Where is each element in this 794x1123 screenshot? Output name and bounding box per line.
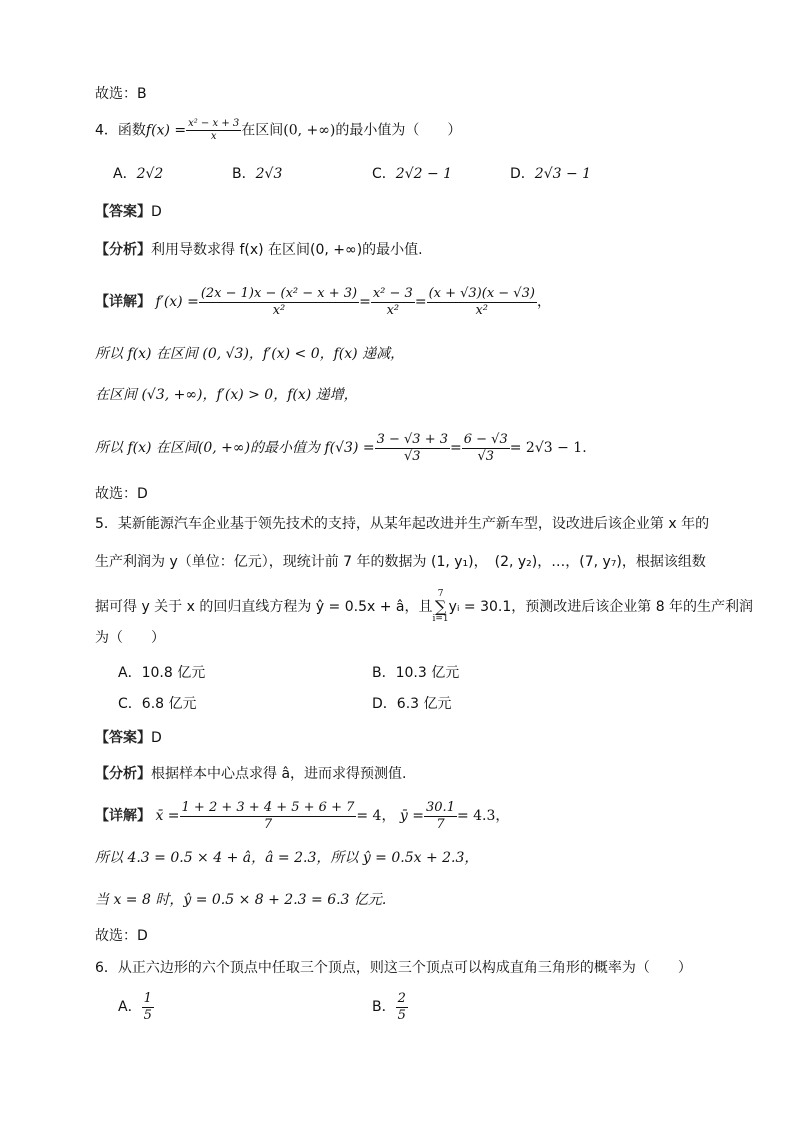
option-value: 10.8 亿元 [141,665,206,681]
q5-intercept-line: 所以 4.3 = 0.5 × 4 + â，â = 2.3，所以 ŷ = 0.5x + 2.3， [95,850,479,866]
q5-line1: 5．某新能源汽车企业基于领先技术的支持，从某年起改进并生产新车型，设改进后该企业第 x 年的 [95,516,710,532]
frac-num: 1 + 2 + 3 + 4 + 5 + 6 + 7 [181,799,355,815]
q5-option-b [372,663,459,683]
option-value: 6.8 亿元 [141,696,197,712]
detail-tag: 【详解】 [95,294,151,310]
q4-choose: 故选：D [95,486,148,502]
q4-interval: (0, +∞) [283,122,336,139]
q4-detail-lhs: f′(x) = [155,294,199,310]
frac-den: x² [371,302,415,319]
option-value: 10.3 亿元 [395,665,460,681]
frac-num: 3 − √3 + 3 [376,431,449,447]
answer-value: D [151,204,162,220]
analysis-text: 根据样本中心点求得 â，进而求得预测值. [151,766,407,782]
option-letter: C． [372,166,396,182]
q4-stem-mid: 在区间 [241,122,284,139]
q6-option-a [118,990,154,1024]
frac-num: 1 [143,990,152,1006]
frac-den: 5 [397,1007,406,1023]
answer-value: D [151,730,162,746]
q5-option-a [118,663,205,683]
option-value: 2√3 − 1 [534,166,592,182]
sum-top: 7 [437,589,444,599]
q4-minimum: 所以 f(x) 在区间(0, +∞)的最小值为 f(√3) = $\frac{3 - √3 + 3}{√3}$ = $\frac{6 - √3}{√3}$ = 2√3 − 1. [95,431,587,464]
frac-num: (2x − 1)x − (x² − x + 3) [200,285,358,301]
q5-line4: 为（ ） [95,630,165,646]
option-value: 6.3 亿元 [396,696,452,712]
q6-stem: 6．从正六边形的六个顶点中任取三个顶点，则这三个顶点可以构成直角三角形的概率为（ ） [95,960,692,976]
q4-detail: 【详解】 f′(x) = $\frac{\text{(2x − 1)x − (x² − x + 3)}}{\text{x²}}$ = $\frac{\text{x² − 3}}{\text{x²}}$ = $\frac{(x + √3)(x - √3)}{\text{x²}}$ ， [95,285,551,318]
frac-num: 30.1 [426,799,455,815]
q5-ybar-value: = 4.3， [456,808,510,824]
option-letter: A． [118,999,142,1015]
q4-option-d [510,164,591,184]
q4-option-a [113,164,163,184]
frac-den: √3 [462,448,510,465]
q5-prediction-line: 当 x = 8 时，ŷ = 0.5 × 8 + 2.3 = 6.3 亿元. [95,892,387,908]
frac-den: √3 [375,448,450,465]
q5-ybar-frac [424,800,457,833]
frac-den: 5 [143,1007,152,1023]
q4-option-c [372,164,452,184]
q4-option-b [232,164,282,184]
option-letter: D． [372,696,397,712]
q4-stem [95,118,724,143]
q5-line3 [95,589,754,624]
frac-num: 2 [397,990,406,1006]
q4-min-frac2 [462,432,510,465]
q5-answer [95,728,724,748]
option-letter: B． [372,665,396,681]
q4-stem-prefix: 4．函数 [95,122,146,139]
q6-option-b [372,990,408,1024]
frac-den: 7 [424,816,457,833]
q4-detail-frac3 [427,286,537,319]
option-letter: B． [372,999,396,1015]
option-value: 2√2 − 1 [395,166,453,182]
frac-den: x² [199,302,359,319]
option-fraction [396,991,408,1024]
q4-min-tail: = 2√3 − 1. [509,440,587,456]
frac-den: x² [427,302,537,319]
q5-line3-a: 据可得 y 关于 x 的回归直线方程为 ŷ = 0.5x + â，且 [95,599,433,615]
q3-choose: 故选：B [95,86,147,102]
option-letter: A． [113,166,137,182]
q5-xbar-frac [180,800,357,833]
frac-num: (x + √3)(x − √3) [428,285,535,301]
q4-func-den: x [186,130,241,143]
q4-func-num: x² − x + 3 [188,118,240,129]
q5-choose: 故选：D [95,928,148,944]
detail-tag: 【详解】 [95,808,151,824]
option-letter: C． [118,696,142,712]
q5-analysis [95,764,724,784]
q4-func-fraction [186,118,241,143]
option-value: 2√2 [136,166,164,182]
q4-min-prefix: 所以 f(x) 在区间(0, +∞)的最小值为 f(√3) = [95,440,375,456]
q4-func-lhs: f(x) = [145,122,187,139]
q4-min-frac1 [375,432,450,465]
q4-detail-frac2 [371,286,415,319]
frac-den: 7 [180,816,357,833]
answer-tag: 【答案】 [95,204,151,220]
q4-line-decreasing: 所以 f(x) 在区间 (0, √3)，f′(x) < 0，f(x) 递减， [95,346,405,362]
summation-symbol: 7 ∑ i=1 [432,589,449,624]
q4-detail-frac1 [199,286,359,319]
analysis-text: 利用导数求得 f(x) 在区间(0, +∞)的最小值. [151,242,423,258]
q5-ybar-lhs: ȳ = [399,808,425,824]
q4-analysis [95,240,724,260]
analysis-tag: 【分析】 [95,766,151,782]
q4-detail-tail: ， [536,294,551,310]
frac-num: x² − 3 [372,285,413,301]
q5-line3-b: yᵢ = 30.1，预测改进后该企业第 8 年的生产利润 [448,599,754,615]
q5-detail [95,798,724,834]
q5-option-c [118,694,197,714]
q5-xbar-value: = 4， [356,808,396,824]
q5-line2: 生产利润为 y（单位：亿元），现统计前 7 年的数据为 (1, y₁)， (2, y₂)，…，(7, y₇)，根据该组数 [95,554,706,570]
q4-answer [95,202,724,222]
sum-bottom: i=1 [432,614,449,624]
option-letter: D． [510,166,535,182]
q5-option-d [372,694,452,714]
option-letter: B． [232,166,256,182]
q4-stem-suffix: 的最小值为（ ） [335,122,462,139]
analysis-tag: 【分析】 [95,242,151,258]
q4-line-increasing: 在区间 (√3, +∞)，f′(x) > 0，f(x) 递增， [95,387,358,403]
option-letter: A． [118,665,142,681]
option-fraction [142,991,154,1024]
q5-xbar-lhs: x̄ = [155,808,180,824]
answer-tag: 【答案】 [95,730,151,746]
option-value: 2√3 [255,166,283,182]
frac-num: 6 − √3 [463,431,508,447]
